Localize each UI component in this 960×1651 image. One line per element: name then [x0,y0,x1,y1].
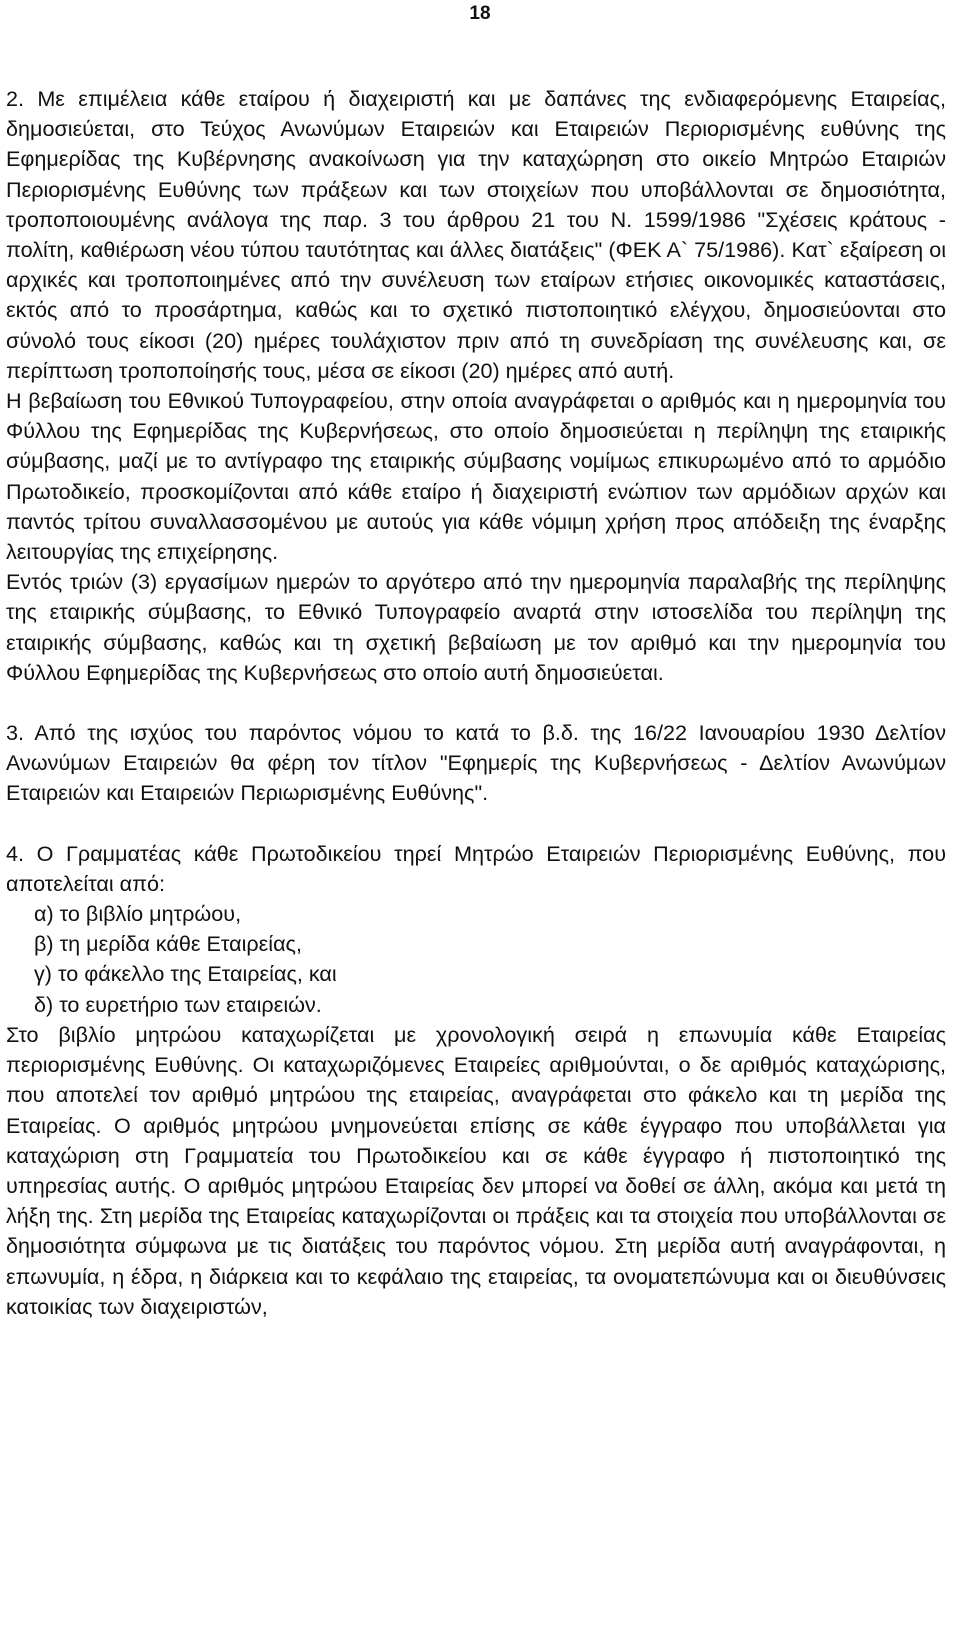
list-item: γ) το φάκελλο της Εταιρείας, και [34,961,337,987]
list-item: β) τη μερίδα κάθε Εταιρείας, [34,931,302,957]
list-item: α) το βιβλίο μητρώου, [34,901,242,927]
paragraph-publication-deadline: Εντός τριών (3) εργασίμων ημερών το αργότερο από την ημερομηνία παραλαβής της περίληψης της εταιρικής σύμβασης, το Εθνικό Τυπογραφείο αναρτά στην ιστοσελίδα του περίληψη της εταιρικής σύμβασης, καθώς και τη σχετική βεβαίωση με τον αριθμό και την ημερομηνία του Φύλλου Εφημερίδας της Κυβερνήσεως στο οποίο αυτή δημοσιεύεται. [6,569,946,685]
registry-components-list [6,899,946,1020]
paragraph-3: 3. Από της ισχύος του παρόντος νόμου το κατά το β.δ. της 16/22 Ιανουαρίου 1930 Δελτίον Ανωνύμων Εταιρειών θα φέρη τον τίτλον "Εφημερίς της Κυβερνήσεως - Δελτίον Ανωνύμων Εταιρειών και Εταιρειών Περιωρισμένης Ευθύνης". [6,720,946,806]
paragraph-registry-book: Στο βιβλίο μητρώου καταχωρίζεται με χρονολογική σειρά η επωνυμία κάθε Εταιρείας περιορισμένης Ευθύνης. Οι καταχωριζόμενες Εταιρείες αριθμούνται, ο δε αριθμός καταχώρισης, που αποτελεί τον αριθμό μητρώου της εταιρείας, αναγράφεται στο φάκελο και τη μερίδα της Εταιρείας. Ο αριθμός μητρώου μνημονεύεται επίσης σε κάθε έγγραφο που υποβάλλεται για καταχώριση στη Γραμματεία του Πρωτοδικείου και σε κάθε έγγραφο ή πιστοποιητικό της υπηρεσίας αυτής. Ο αριθμός μητρώου Εταιρείας δεν μπορεί να δοθεί σε άλλη, ακόμα και μετά τη λήξη της. Στη μερίδα της Εταιρείας καταχωρίζονται οι πράξεις και τα στοιχεία που υποβάλλονται σε δημοσιότητα σύμφωνα με τις διατάξεις του παρόντος νόμου. Στη μερίδα αυτή αναγράφονται, η επωνυμία, η έδρα, η διάρκεια και το κεφάλαιο της εταιρείας, τα ονοματεπώνυμα και οι διευθύνσεις κατοικίας των διαχειριστών, [6,1021,946,1319]
paragraph-spacer [6,809,946,839]
paragraph-2: 2. Με επιμέλεια κάθε εταίρου ή διαχειριστή και με δαπάνες της ενδιαφερόμενης Εταιρείας, δημοσιεύεται, στο Τεύχος Ανωνύμων Εταιρειών και Εταιρειών Περιορισμένης ευθύνης της Εφημερίδας της Κυβέρνησης ανακοίνωση για την καταχώρηση στο οικείο Μητρώο Εταιριών Περιορισμένης Ευθύνης των πράξεων και των στοιχείων που υποβάλλονται σε δημοσιότητα, τροποποιουμένης ανάλογα της παρ. 3 του άρθρου 21 του Ν. 1599/1986 "Σχέσεις κράτους - πολίτη, καθιέρωση νέου τύπου ταυτότητας και άλλες διατάξεις" (ΦΕΚ Α` 75/1986). Κατ` εξαίρεση οι αρχικές και τροποποιημένες από την συνέλευση των εταίρων ετήσιες οικονομικές καταστάσεις, εκτός από το προσάρτημα, καθώς και το σχετικό πιστοποιητικό ελέγχου, δημοσιεύονται στο σύνολό τους είκοσι (20) ημέρες τουλάχιστον πριν από τη συνεδρίαση της συνέλευσης και, σε περίπτωση τροποποίησής τους, μέσα σε είκοσι (20) ημέρες από αυτή. [6,86,946,383]
list-item: δ) το ευρετήριο των εταιρειών. [34,991,322,1017]
paragraph-4: 4. Ο Γραμματέας κάθε Πρωτοδικείου τηρεί Μητρώο Εταιρειών Περιορισμένης Ευθύνης, που αποτελείται από: [6,840,946,896]
page-number: 18 [469,3,491,24]
paragraph-spacer [6,688,946,718]
document-body [6,84,946,1322]
paragraph-certificate: Η βεβαίωση του Εθνικού Τυπογραφείου, στην οποία αναγράφεται ο αριθμός και η ημερομηνία του Φύλλου της Εφημερίδας της Κυβερνήσεως, στο οποίο δημοσιεύεται η περίληψη της εταιρικής σύμβασης, μαζί με το αντίγραφο της εταιρικής σύμβασης νομίμως επικυρωμένο από το αρμόδιο Πρωτοδικείο, προσκομίζονται από κάθε εταίρο ή διαχειριστή ενώπιον των αρμόδιων αρχών και παντός τρίτου συναλλασσομένου με αυτούς για κάθε νόμιμη χρήση προς απόδειξη της έναρξης λειτουργίας της επιχείρησης. [6,388,946,565]
